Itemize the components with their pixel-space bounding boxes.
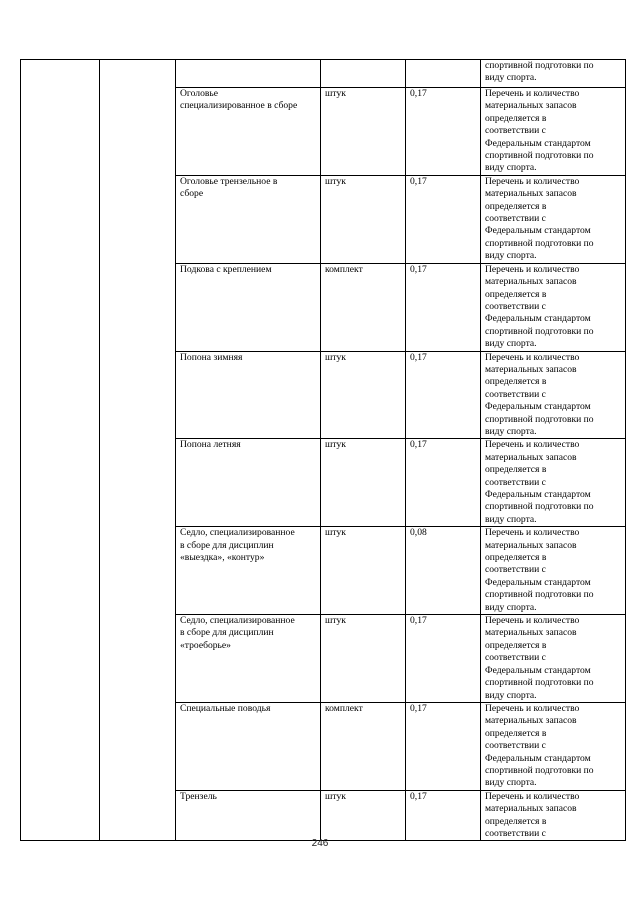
unit-cell: комплект bbox=[321, 702, 406, 790]
quantity-cell bbox=[406, 60, 481, 88]
item-name-cell: Подкова с креплением bbox=[176, 263, 321, 351]
note-cell: Перечень и количество материальных запасов определяется в соответствии с Федеральным стандартом спортивной подготовки по виду спорта. bbox=[481, 263, 626, 351]
note-cell: Перечень и количество материальных запасов определяется в соответствии с Федеральным стандартом спортивной подготовки по виду спорта. bbox=[481, 527, 626, 615]
item-name-cell: Седло, специализированное в сборе для дисциплин «выездка», «контур» bbox=[176, 527, 321, 615]
quantity-cell: 0,17 bbox=[406, 702, 481, 790]
item-name-cell: Специальные поводья bbox=[176, 702, 321, 790]
item-name-cell: Попона летняя bbox=[176, 439, 321, 527]
quantity-cell: 0,17 bbox=[406, 351, 481, 439]
item-name-cell: Трензель bbox=[176, 790, 321, 841]
note-cell: Перечень и количество материальных запасов определяется в соответствии с Федеральным стандартом спортивной подготовки по виду спорта. bbox=[481, 351, 626, 439]
quantity-cell: 0,17 bbox=[406, 439, 481, 527]
empty-column-2 bbox=[100, 60, 176, 841]
empty-column-1 bbox=[21, 60, 100, 841]
unit-cell bbox=[321, 60, 406, 88]
quantity-cell: 0,17 bbox=[406, 88, 481, 176]
quantity-cell: 0,17 bbox=[406, 790, 481, 841]
quantity-cell: 0,08 bbox=[406, 527, 481, 615]
note-cell: Перечень и количество материальных запасов определяется в соответствии с bbox=[481, 790, 626, 841]
note-cell: Перечень и количество материальных запасов определяется в соответствии с Федеральным стандартом спортивной подготовки по виду спорта. bbox=[481, 439, 626, 527]
unit-cell: комплект bbox=[321, 263, 406, 351]
item-name-cell: Седло, специализированное в сборе для дисциплин «троеборье» bbox=[176, 615, 321, 703]
quantity-cell: 0,17 bbox=[406, 263, 481, 351]
note-cell: Перечень и количество материальных запасов определяется в соответствии с Федеральным стандартом спортивной подготовки по виду спорта. bbox=[481, 88, 626, 176]
note-cell: Перечень и количество материальных запасов определяется в соответствии с Федеральным стандартом спортивной подготовки по виду спорта. bbox=[481, 175, 626, 263]
item-name-cell: Оголовье трензельное в сборе bbox=[176, 175, 321, 263]
note-cell: Перечень и количество материальных запасов определяется в соответствии с Федеральным стандартом спортивной подготовки по виду спорта. bbox=[481, 615, 626, 703]
table-row bbox=[21, 60, 626, 88]
quantity-cell: 0,17 bbox=[406, 615, 481, 703]
unit-cell: штук bbox=[321, 88, 406, 176]
note-cell: Перечень и количество материальных запасов определяется в соответствии с Федеральным стандартом спортивной подготовки по виду спорта. bbox=[481, 702, 626, 790]
item-name-cell: Оголовье специализированное в сборе bbox=[176, 88, 321, 176]
equipment-table bbox=[20, 59, 626, 841]
unit-cell: штук bbox=[321, 615, 406, 703]
unit-cell: штук bbox=[321, 351, 406, 439]
item-name-cell bbox=[176, 60, 321, 88]
quantity-cell: 0,17 bbox=[406, 175, 481, 263]
unit-cell: штук bbox=[321, 527, 406, 615]
item-name-cell: Попона зимняя bbox=[176, 351, 321, 439]
unit-cell: штук bbox=[321, 439, 406, 527]
page-number: 246 bbox=[311, 838, 329, 849]
unit-cell: штук bbox=[321, 175, 406, 263]
unit-cell: штук bbox=[321, 790, 406, 841]
note-cell: спортивной подготовки по виду спорта. bbox=[481, 60, 626, 88]
